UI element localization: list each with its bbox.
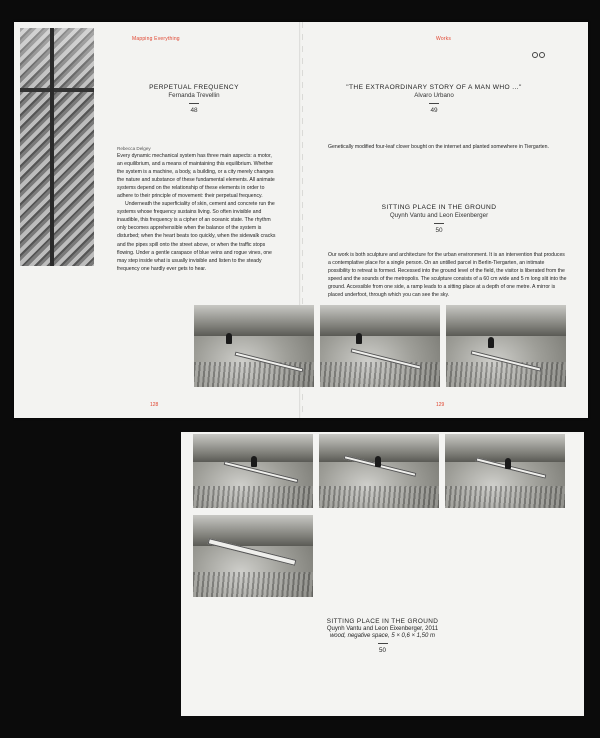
ground-slit bbox=[224, 461, 299, 483]
book-spread bbox=[14, 22, 588, 418]
entry-number: 50 bbox=[435, 227, 443, 234]
photo-field-1 bbox=[194, 305, 314, 387]
building-photo bbox=[20, 28, 94, 266]
figure-caption bbox=[181, 618, 584, 654]
person-figure bbox=[488, 337, 494, 348]
entry-author: Fernanda Trevellin bbox=[168, 92, 220, 99]
divider bbox=[378, 643, 388, 644]
paragraph: Every dynamic mechanical system has three main aspects: a motor, an equilibrium, and a means of maintaining this equilibrium. Whether the system is a machine, a body, a building, or a city merely changes the nature and substance of these fundamental elements. All animate systems depend on the relationship of these elements in order to adhere to their principle of movement: their perpetual frequency. bbox=[117, 153, 275, 200]
divider bbox=[429, 103, 439, 104]
page-number-left: 128 bbox=[150, 402, 159, 408]
caption-author: Quynh Vantu and Leon Eixenberger, 2011 bbox=[326, 626, 439, 632]
running-head-left: Mapping Everything bbox=[132, 36, 180, 42]
essay-text-upper bbox=[117, 152, 277, 273]
photo-field-7 bbox=[193, 515, 313, 597]
entry-49-text: Genetically modified four-leaf clover bought on the internet and planted somewhere in Tiergarten. bbox=[328, 144, 549, 150]
person-figure bbox=[375, 456, 381, 467]
entry-author: Alvaro Urbano bbox=[414, 92, 454, 99]
byline: Rebecca Delgey bbox=[117, 146, 151, 151]
person-figure bbox=[226, 333, 232, 344]
entry-number: 48 bbox=[190, 107, 198, 114]
person-figure bbox=[356, 333, 362, 344]
entry-author: Quynh Vantu and Leon Eixenberger bbox=[389, 212, 489, 219]
ground-slit bbox=[351, 348, 422, 369]
photo-field-2 bbox=[320, 305, 440, 387]
photo-field-3 bbox=[446, 305, 566, 387]
caption-medium: wood, negative space, 5 × 0,6 × 1,50 m bbox=[329, 633, 436, 639]
caption-number: 50 bbox=[379, 647, 386, 654]
person-figure bbox=[251, 456, 257, 467]
lower-page bbox=[181, 432, 584, 716]
stamp-circle-icon bbox=[539, 52, 545, 58]
library-stamp bbox=[532, 52, 580, 74]
entry-number: 49 bbox=[430, 107, 438, 114]
entry-sitting-place bbox=[354, 204, 524, 234]
person-figure bbox=[505, 458, 511, 469]
photo-field-4 bbox=[193, 434, 313, 508]
photo-field-6 bbox=[445, 434, 565, 508]
caption-title: SITTING PLACE IN THE GROUND bbox=[326, 618, 439, 625]
ground-slit bbox=[235, 352, 304, 373]
paragraph: Underneath the superficiality of skin, cement and concrete run the systems whose frequency sustains living. So often invisible and inaudible, this frequency is a cipher of an oceanic state. The rhythm only becomes apprehensible when the balance of the system is disturbed; when the heart beats too quickly, when the sidewalk cracks and the pipes spill onto the street above, or when the traffic stops flowing. Under a gentle carapace of blue veins and rogue vines, one may step inside what is usually invisible and listen to the steady frequency one hardly ever gets to hear. bbox=[117, 201, 276, 272]
photo-field-5 bbox=[319, 434, 439, 508]
entry-title: PERPETUAL FREQUENCY bbox=[149, 84, 239, 91]
page-number-right: 129 bbox=[436, 402, 445, 408]
entry-title: "THE EXTRAORDINARY STORY OF A MAN WHO ..." bbox=[346, 84, 522, 91]
ground-slit bbox=[471, 350, 542, 371]
running-head-right: Works bbox=[436, 36, 452, 42]
entry-title: SITTING PLACE IN THE GROUND bbox=[381, 204, 497, 211]
entry-extraordinary-story bbox=[344, 84, 524, 114]
entry-perpetual-frequency bbox=[134, 84, 254, 114]
divider bbox=[434, 223, 444, 224]
entry-50-text: Our work is both sculpture and architecture for the urban environment. It is an intervention that produces a contemplative place for a single person. On an untilled parcel in Berlin-Tiergarten, an intimate possibility to retreat is formed. Recessed into the ground level of the field, the visitor is liberated from the speed and the sounds of the metropolis. The sculpture consists of a 60 cm wide and 5 m long slit into the ground. Accessible from one side, a ramp leads to a sitting place at a depth of one metre. A mirror is placed underfoot, through which you can see the sky. bbox=[328, 252, 567, 299]
stamp-circle-icon bbox=[532, 52, 538, 58]
ground-slit bbox=[476, 457, 547, 478]
ground-slit bbox=[208, 538, 297, 566]
divider bbox=[189, 103, 199, 104]
